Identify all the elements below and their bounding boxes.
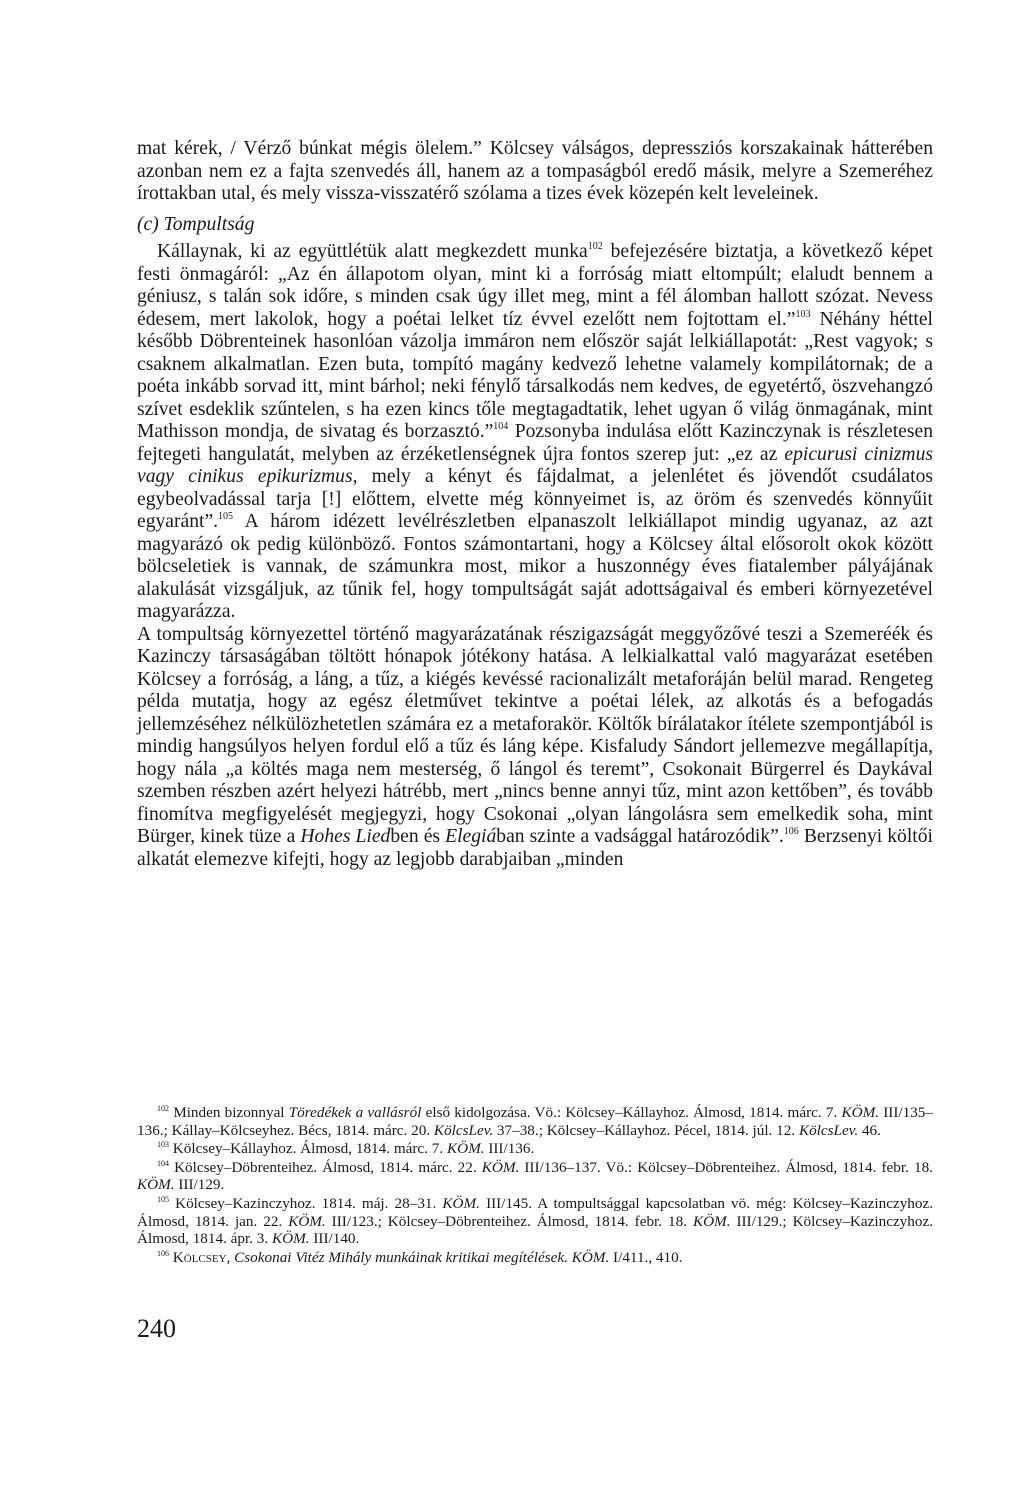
footnote-number: 104 — [157, 1158, 169, 1168]
main-text — [137, 138, 933, 871]
text-run: Kölcsey–Kállayhoz. Álmosd, 1814. márc. 7. — [169, 1140, 447, 1158]
text-run: III/129.; Kölcsey–Kazinczyhoz. Álmosd, 1814. ápr. 3. — [137, 1212, 933, 1248]
footnote-ref-102: 102 — [587, 241, 603, 252]
text-run: I/411., 410. — [609, 1248, 683, 1266]
text-run: A három idézett levélrészletben elpanaszolt lelkiállapot mindig ugyanaz, az azt magyarázó ok pedig különböző. Fontos számontartani, hogy a Kölcsey által elősorolt okok között bölcseletiek is vannak, de számunkra most, mikor a huszonnégy éves fiatalember pályájának alakulását vizsgáljuk, az tűnik fel, hogy tompultságát saját adottságaival és emberi környezetével magyarázza. — [137, 511, 933, 622]
text-run: Kölcsey–Döbrenteihez. Álmosd, 1814. márc. 22. — [169, 1158, 482, 1176]
text-run: A tompultság környezettel történő magyarázatának részigazságát meggyőzővé teszi a Szemeréék és Kazinczy társaságában töltött hónapok jótékony hatása. A lelkialkattal való magyarázat esetében Kölcsey a forróság, a láng, a tűz, a kiégés kevéssé racionalizált metaforáján belül marad. Rengeteg példa mutatja, hogy az egész életművet tekintve a poétai lélek, az alkotás és a befogadás jellemzéséhez nélkülözhetetlen számára ez a metaforakör. Költők bírálatakor ítélete szempontjából is mindig hangsúlyos helyen fordul elő a tűz és láng képe. Kisfaludy Sándort jellemezve megállapítja, hogy nála „a költés maga nem mesterség, ő lángol és teremt”, Csokonait Bürgerrel és Daykával szemben részben azért helyezi hátrébb, mert „nincs benne annyi tűz, mint azon kettőben”, és tovább finomítva megfigyelését megjegyzi, hogy Csokonai „olyan lángolásra sem emelkedik soha, mint Bürger, kinek tüze a — [137, 623, 933, 847]
text-run: 37–38.; Kölcsey–Kállayhoz. Pécel, 1814. júl. 12. — [493, 1121, 799, 1139]
text-run: mat kérek, / Vérző búnkat mégis ölelem.” Kölcsey válságos, depressziós korszakainak hátterében azonban nem ez a fajta szenvedés áll, hanem az a tompaságból eredő másik, melyre a Szemeréhez írottakban utal, és mely vissza-visszatérő szólama a tizes évek közepén kelt leveleinek. — [137, 138, 933, 204]
text-run: első kidolgozása. Vö.: Kölcsey–Kállayhoz. Álmosd, 1814. márc. 7. — [421, 1104, 842, 1121]
footnote-ref-105: 105 — [218, 511, 234, 522]
text-run: III/123.; Kölcsey–Döbrenteihez. Álmosd, 1814. febr. 18. — [325, 1212, 693, 1230]
footnote-105 — [137, 1195, 933, 1248]
footnote-102 — [137, 1104, 933, 1139]
footnote-number: 106 — [157, 1248, 169, 1258]
text-run: Berzsenyi költői alkatát elemezve kifejti, hogy az legjobb darabjaiban „minden — [137, 826, 933, 870]
footnote-106 — [137, 1249, 933, 1267]
paragraph-magyarazat — [137, 624, 933, 872]
text-run: Kölcsey–Kazinczyhoz. 1814. máj. 28–31. — [169, 1194, 443, 1212]
italic-run: KÖM. — [272, 1230, 310, 1248]
text-run: Minden bizonnyal — [169, 1104, 289, 1121]
italic-run: KÖM. — [481, 1158, 520, 1176]
text-run: III/129. — [174, 1176, 225, 1194]
italic-run: Hohes Lied — [300, 826, 391, 847]
footnote-number: 105 — [157, 1194, 169, 1204]
footnote-ref-106: 106 — [783, 826, 799, 837]
text-run: III/136. — [484, 1140, 535, 1158]
text-run: III/140. — [309, 1230, 360, 1248]
text-run: mely a kényt és fájdalmat, a jelenlétet és jövendőt csudálatos egybeolvadással tarja [!] előttem, elvette még könnyeimet is, az öröm és szenvedés könnyűit egyaránt”. — [137, 466, 933, 532]
text-run: befejezésére biztatja, a következő képet festi önmagáról: „Az én állapotom olyan, mint ki a forróság miatt eltompúlt; elaludt bennem a géniusz, s talán sok időre, s minden csak úgy illet meg, mint a fél álomban hallott szózat. Nevess édesem, mert lakolok, hogy a poétai lelket tíz évvel ezelőtt nem fojtottam el.” — [137, 241, 934, 330]
footnote-number: 102 — [157, 1104, 169, 1113]
italic-run: KÖM. — [692, 1212, 731, 1230]
text-run: 46. — [858, 1121, 881, 1139]
italic-run: KÖM. — [288, 1212, 326, 1230]
italic-run: KölcsLev. — [798, 1121, 859, 1139]
text-run: Pozsonyba indulása előtt Kazinczynak is részletesen fejtegeti hangulatát, melyben az érzéketlenségnek újra fontos szerep jut: „ez az — [137, 421, 933, 465]
footnote-ref-104: 104 — [493, 421, 509, 432]
italic-run: KÖM. — [841, 1104, 880, 1121]
italic-run: KÖM. — [442, 1194, 480, 1212]
italic-run: epicurusi cinizmus vagy cinikus epikurizmus, — [137, 443, 933, 487]
text-run: Néhány héttel később Döbrenteinek hasonlóan vázolja immáron nem először saját lelkiállapotát: „Rest vagyok; s csaknem alkalmatlan. Ezen buta, tompító magány kedvező lehetne valamely kompilátornak; de a poéta inkább sorvad itt, mint bárhol; neki fénylő társalkodás nem kedves, de egyetértő, öszvehangzó szívet esdeklik szűntelen, s ha ezen kincs tőle megtagadtatik, lehet ugyan ő világ önmagának, mint Mathisson mondja, de sivatag és borzasztó.” — [137, 308, 933, 442]
text-run: ban szinte a vadsággal határozódik”. — [496, 826, 784, 847]
italic-run: Elegiá — [445, 826, 497, 847]
italic-run: KölcsLev. — [433, 1121, 494, 1139]
italic-run: KÖM. — [446, 1140, 485, 1158]
italic-run: Töredékek a vallásról — [288, 1104, 422, 1121]
text-run: III/136–137. Vö.: Kölcsey–Döbrenteihez. Álmosd, 1814. febr. 18. — [519, 1158, 933, 1176]
italic-run: KÖM. — [137, 1176, 175, 1194]
text-run: Kállaynak, ki az együttlétük alatt megkezdett munka — [157, 241, 588, 262]
page-number: 240 — [137, 1314, 176, 1343]
footnote-104 — [137, 1159, 933, 1194]
text-run: III/145. A tompultsággal kapcsolatban vö. még: Kölcsey–Kazinczyhoz. Álmosd, 1814. jan. 22. — [137, 1194, 934, 1230]
footnote-ref-103: 103 — [795, 308, 811, 320]
footnote-103 — [137, 1140, 933, 1158]
paragraph-intro — [137, 138, 933, 206]
text-run: Kölcsey, — [169, 1248, 235, 1266]
footnotes — [137, 1104, 933, 1267]
text-run: ben és — [390, 826, 446, 847]
heading-text: (c) Tompultság — [137, 213, 255, 235]
section-heading — [137, 214, 933, 237]
italic-run: Csokonai Vitéz Mihály munkáinak kritikai megítélések. KÖM. — [234, 1248, 610, 1266]
footnote-number: 103 — [157, 1140, 169, 1150]
paragraph-tompultsag — [137, 241, 933, 624]
text-run: III/135–136.; Kállay–Kölcseyhez. Bécs, 1814. márc. 20. — [137, 1104, 933, 1139]
